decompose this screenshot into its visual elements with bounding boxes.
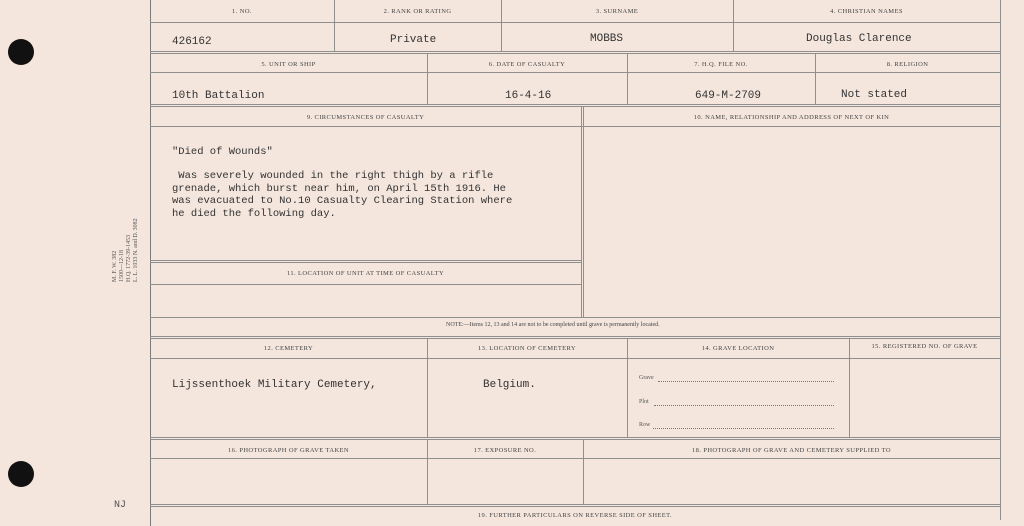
header-no: 1. NO. xyxy=(232,8,252,15)
header-hq-file: 7. H.Q. FILE NO. xyxy=(694,61,748,68)
header-date: 6. DATE OF CASUALTY xyxy=(488,61,566,68)
header-cemetery: 12. CEMETERY xyxy=(263,345,314,352)
header-christian-names: 4. CHRISTIAN NAMES xyxy=(830,8,903,15)
header-circumstances: 9. CIRCUMSTANCES OF CASUALTY xyxy=(306,114,425,121)
header-registered-no: 15. REGISTERED NO. OF GRAVE xyxy=(871,343,978,350)
surname-value: MOBBS xyxy=(590,33,624,45)
hq-file-value: 649-M-2709 xyxy=(695,90,762,102)
plot-label: Plot xyxy=(639,399,649,405)
header-photo-supplied: 18. PHOTOGRAPH OF GRAVE AND CEMETERY SUPPLIED TO xyxy=(691,447,892,454)
cemetery-value: Lijssenthoek Military Cemetery, xyxy=(172,379,377,391)
header-surname: 3. SURNAME xyxy=(595,8,639,15)
row-label: Row xyxy=(639,422,651,428)
clerk-initials: NJ xyxy=(114,500,127,511)
grave-label: Grave xyxy=(639,375,654,381)
christian-names-value: Douglas Clarence xyxy=(806,33,912,45)
header-location-unit: 11. LOCATION OF UNIT AT TIME OF CASUALTY xyxy=(286,270,445,277)
grave-line xyxy=(658,380,834,382)
header-photo-taken: 16. PHOTOGRAPH OF GRAVE TAKEN xyxy=(227,447,350,454)
date-value: 16-4-16 xyxy=(505,90,552,102)
circumstances-text: Was severely wounded in the right thigh by a rifle grenade, which burst near him, on April 15th 1916. He was evacuated to No.10 Casualty Clearing Station where he died the following day. xyxy=(172,170,513,220)
location-cemetery-value: Belgium. xyxy=(483,379,536,391)
note-text: NOTE:—Items 12, 13 and 14 are not to be completed until grave is permanently located. xyxy=(446,322,660,328)
header-grave-location: 14. GRAVE LOCATION xyxy=(701,345,775,352)
rank-value: Private xyxy=(390,34,437,46)
header-exposure-no: 17. EXPOSURE NO. xyxy=(473,447,537,454)
header-further-particulars: 19. FURTHER PARTICULARS ON REVERSE SIDE OF SHEET. xyxy=(477,512,673,519)
unit-value: 10th Battalion xyxy=(172,90,265,102)
religion-value: Not stated xyxy=(841,89,908,101)
header-location-cemetery: 13. LOCATION OF CEMETERY xyxy=(477,345,577,352)
header-unit: 5. UNIT OR SHIP xyxy=(261,61,316,68)
punch-hole-top xyxy=(8,39,34,65)
punch-hole-bottom xyxy=(8,461,34,487)
header-rank: 2. RANK OR RATING xyxy=(383,8,452,15)
header-next-of-kin: 10. NAME, RELATIONSHIP AND ADDRESS OF NEXT OF KIN xyxy=(693,114,890,121)
plot-line xyxy=(654,404,834,406)
circumstances-title: "Died of Wounds" xyxy=(172,146,273,158)
form-number-margin: M. F. W. 382 1500—12-18 H.Q. 1772-39-1453 L. L. 1033 N. and D. 3082 xyxy=(112,218,139,282)
service-number: 426162 xyxy=(172,36,212,48)
row-line xyxy=(653,427,834,429)
header-religion: 8. RELIGION xyxy=(886,61,929,68)
